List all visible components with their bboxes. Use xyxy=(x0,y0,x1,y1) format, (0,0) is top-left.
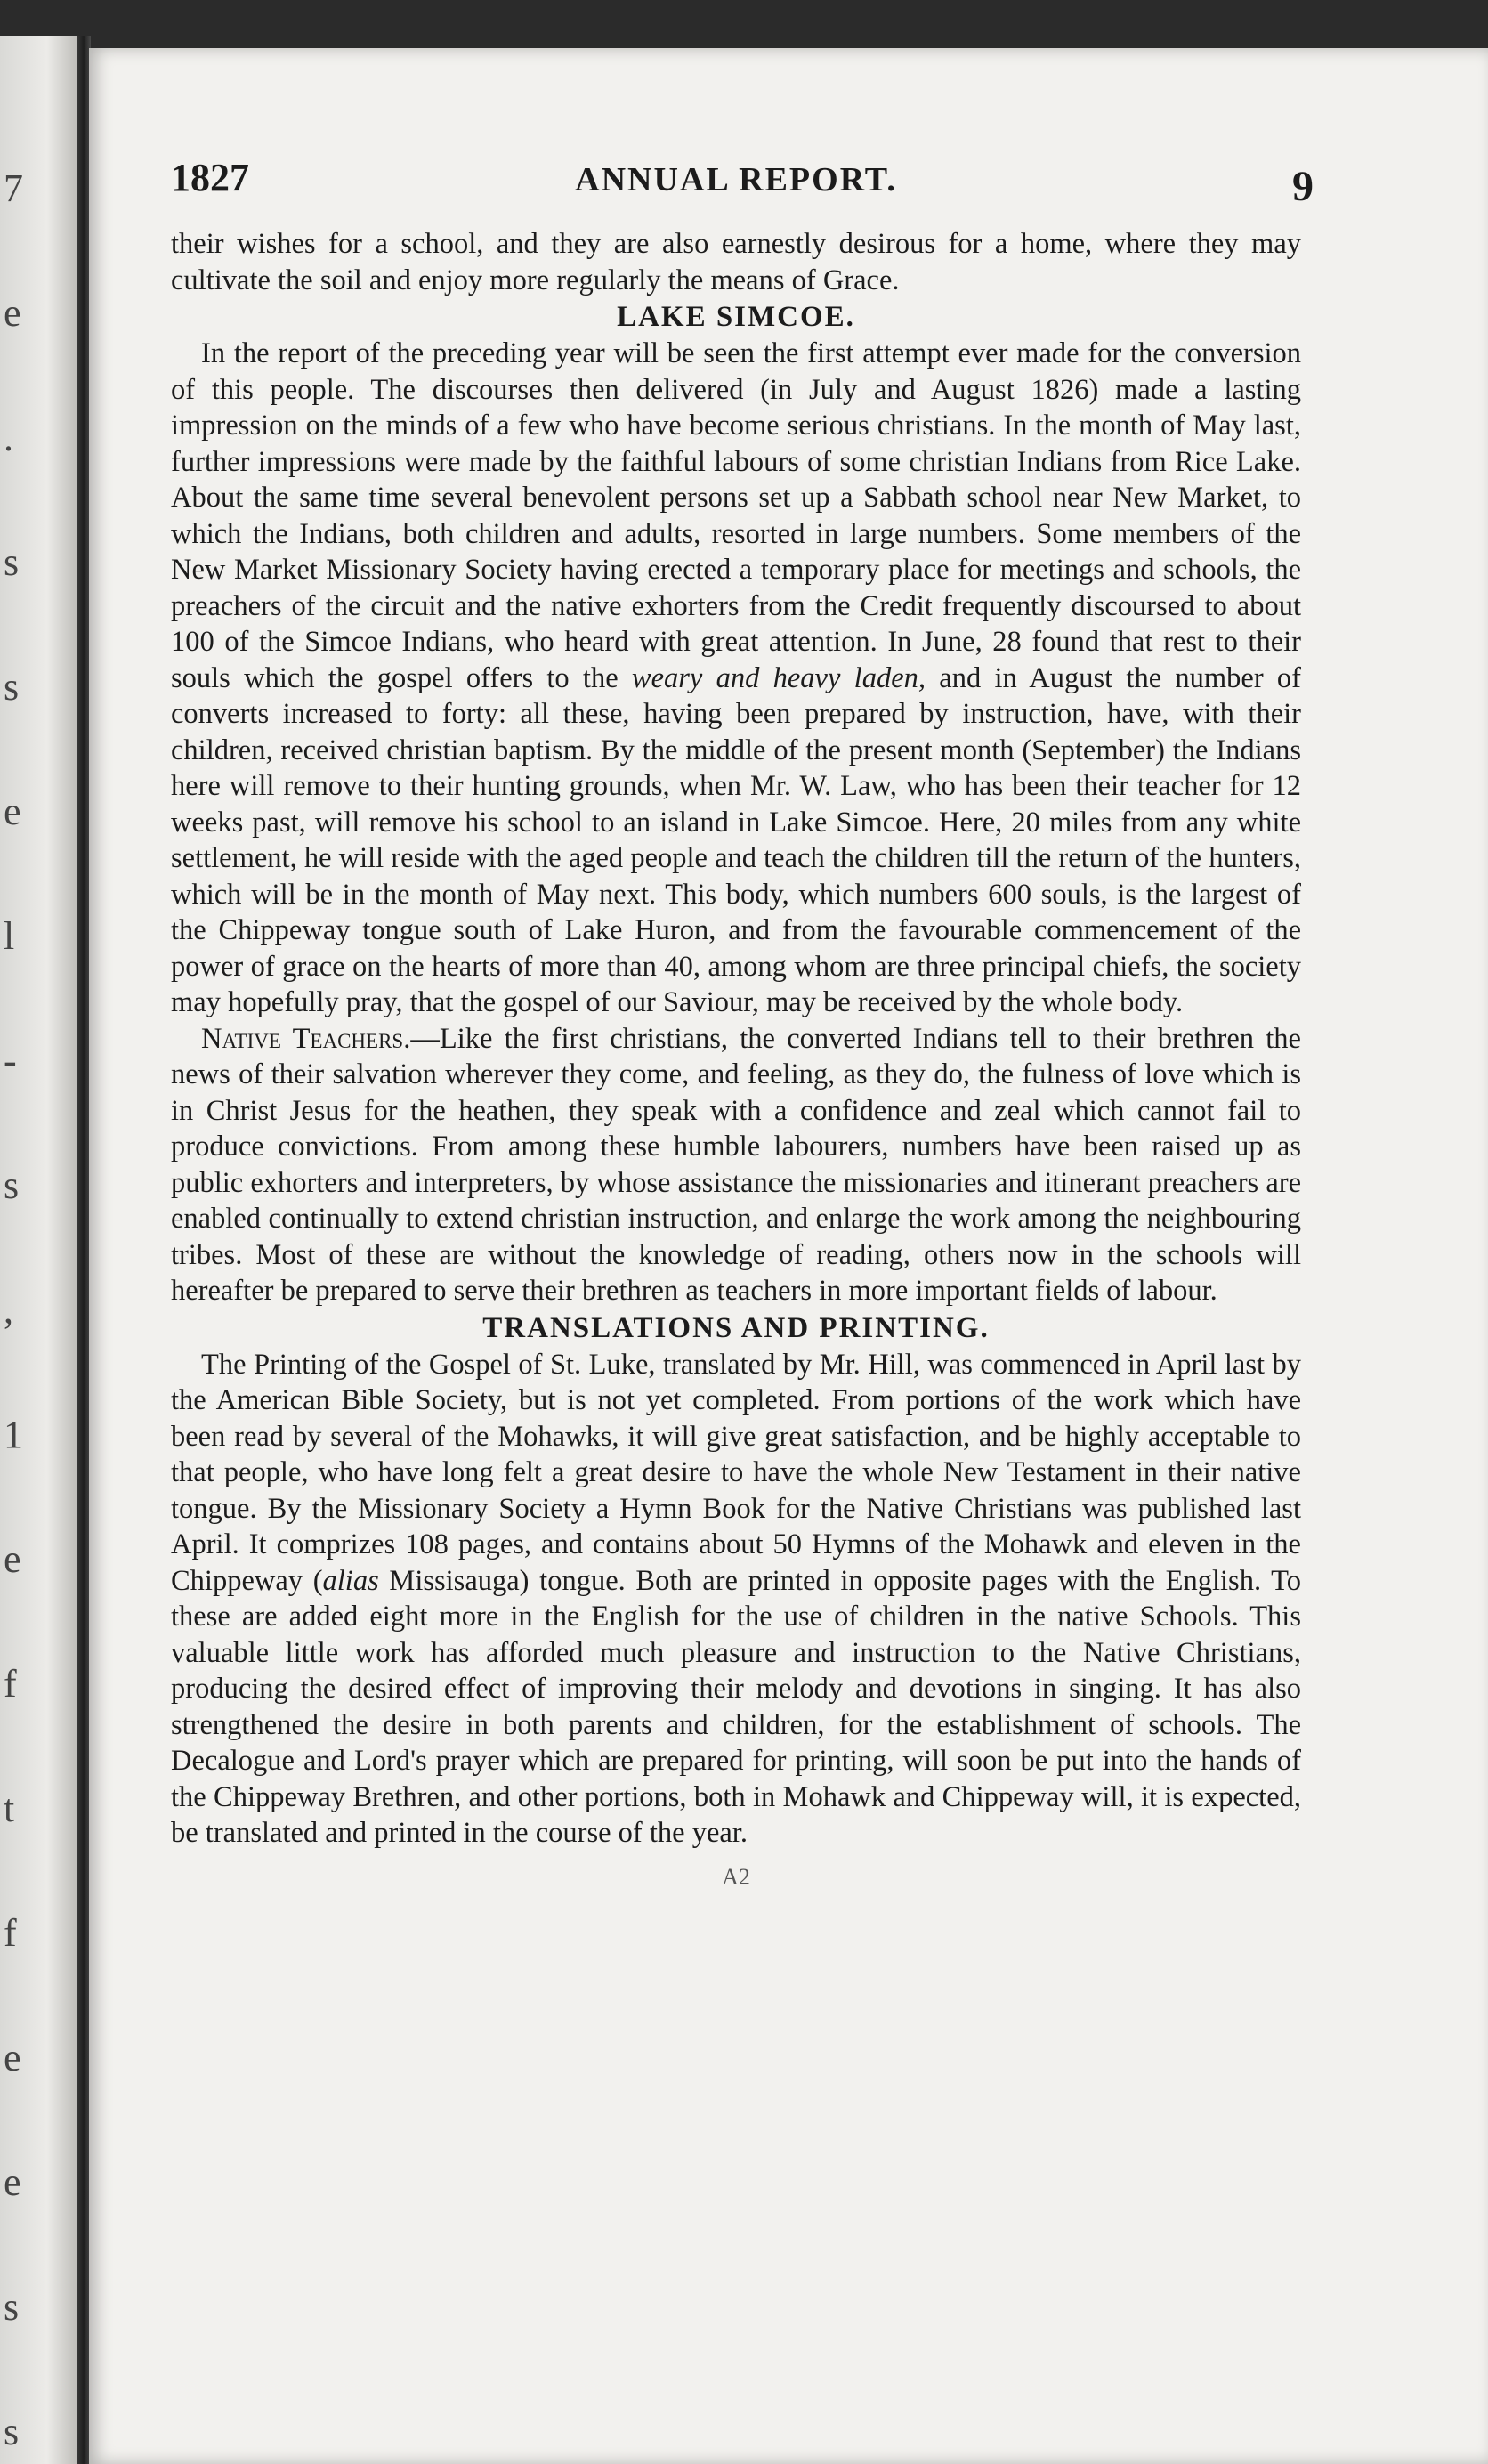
section-heading-lake-simcoe: LAKE SIMCOE. xyxy=(617,301,855,333)
facing-page-fragment: e xyxy=(4,291,21,335)
facing-page-fragment: s xyxy=(4,540,20,584)
facing-page-fragment: f xyxy=(4,1911,17,1955)
facing-page-fragment: e xyxy=(4,2160,21,2204)
lake-simcoe-paragraph xyxy=(171,336,1301,1021)
facing-page-fragment: s xyxy=(4,2285,20,2329)
translations-text-part2: Missisauga) tongue. Both are printed in opposite pages with the English. To these are added eight more in the English for the use of children in the native Schools. This valuable little work has afforded much pleasure and instruction to the Native Christians, producing the desired effect of improving their melody and devotions in singing. It has also strengthened the desire in both parents and children, for the establishment of schools. The Decalogue and Lord's prayer which are prepared for printing, will soon be put into the hands of the Chippeway Brethren, and other portions, both in Mohawk and Chippeway will, it is expected, be translated and printed in the course of the year. xyxy=(171,1564,1301,1849)
translations-text-part1: The Printing of the Gospel of St. Luke, translated by Mr. Hill, was commenced in April last by the American Bible Society, but is not yet completed. From portions of the work which have been read by several of the Mohawks, it will give great satisfaction, and be highly acceptable to that people, who have long felt a great desire to have the whole New Testament in their native tongue. By the Missionary Society a Hymn Book for the Native Christians was published last April. It comprizes 108 pages, and contains about 50 Hymns of the Mohawk and eleven in the Chippeway ( xyxy=(171,1348,1301,1597)
facing-page-fragment: s xyxy=(4,2410,20,2453)
facing-page-fragment: t xyxy=(4,1787,15,1830)
page-content xyxy=(171,155,1314,1891)
native-teachers-paragraph xyxy=(171,1021,1301,1309)
facing-page-fragment: , xyxy=(4,1288,13,1332)
facing-page-fragment: e xyxy=(4,2036,21,2079)
facing-page-fragment: 1 xyxy=(4,1413,23,1456)
signature-mark: A2 xyxy=(722,1863,750,1890)
facing-page-edge xyxy=(0,36,78,2464)
header-title: ANNUAL REPORT. xyxy=(575,161,897,199)
facing-page-fragment: l xyxy=(4,914,15,958)
native-teachers-lead-in: Native Teachers. xyxy=(201,1022,411,1055)
facing-page-fragment: e xyxy=(4,1537,21,1581)
facing-page-fragments xyxy=(0,36,36,2464)
facing-page-fragment: - xyxy=(4,1039,17,1082)
facing-page-fragment: s xyxy=(4,665,20,709)
facing-page-fragment: . xyxy=(4,416,13,459)
section-heading-translations: TRANSLATIONS AND PRINTING. xyxy=(482,1311,990,1344)
header-year: 1827 xyxy=(171,156,249,199)
facing-page-fragment: 7 xyxy=(4,166,23,210)
facing-page-fragment: s xyxy=(4,1163,20,1207)
book-page xyxy=(89,48,1488,2464)
native-teachers-text: —Like the first christians, the converted Indians tell to their brethren the news of their salvation wherever they come, and feeling, as they do, the fulness of love which is in Christ Jesus for the heathen, they speak with a confidence and zeal which cannot fail to produce convictions. From among these humble labourers, numbers have been raised up as public exhorters and interpreters, by whose assistance the missionaries and itinerant preachers are enabled continually to extend christian instruction, and enlarge the work among the neighbouring tribes. Most of these are without the knowledge of reading, others now in the schools will hereafter be prepared to serve their brethren as teachers in more important fields of labour. xyxy=(171,1022,1301,1307)
italic-alias: alias xyxy=(322,1564,379,1597)
translations-paragraph xyxy=(171,1347,1301,1852)
page-number: 9 xyxy=(1292,163,1314,210)
lake-simcoe-text-part1: In the report of the preceding year will be seen the first attempt ever made for the conversion of this people. The discourses then delivered (in July and August 1826) made a lasting impression on the minds of a few who have become serious christians. In the month of May last, further impressions were made by the faithful labours of some christian Indians from Rice Lake. About the same time several benevolent persons set up a Sabbath school near New Market, to which the Indians, both children and adults, resorted in large numbers. Some members of the New Market Missionary Society having erected a temporary place for meetings and schools, the preachers of the circuit and the native exhorters from the Credit frequently discoursed to about 100 of the Simcoe Indians, who heard with great attention. In June, 28 found that rest to their souls which the gospel offers to the xyxy=(171,337,1301,694)
running-head xyxy=(171,155,1314,226)
facing-page-fragment: f xyxy=(4,1662,17,1706)
italic-phrase: weary and heavy laden, xyxy=(631,661,926,694)
facing-page-fragment: e xyxy=(4,790,21,833)
lake-simcoe-text-part2: and in August the number of converts increased to forty: all these, having been prepared by instruction, have, with their children, received christian baptism. By the middle of the present month (September) the Indians here will remove to their hunting grounds, when Mr. W. Law, who has been their teacher for 12 weeks past, will remove his school to an island in Lake Simcoe. Here, 20 miles from any white settlement, he will reside with the aged people and teach the children till the return of the hunters, which will be in the month of May next. This body, which numbers 600 souls, is the largest of the Chippeway tongue south of Lake Huron, and from the favourable commencement of the power of grace on the hearts of more than 40, among whom are three principal chiefs, the society may hopefully pray, that the gospel of our Saviour, may be received by the whole body. xyxy=(171,661,1302,1018)
opening-paragraph: their wishes for a school, and they are also earnestly desirous for a home, where they may cultivate the soil and enjoy more regularly the means of Grace. xyxy=(171,228,1301,296)
